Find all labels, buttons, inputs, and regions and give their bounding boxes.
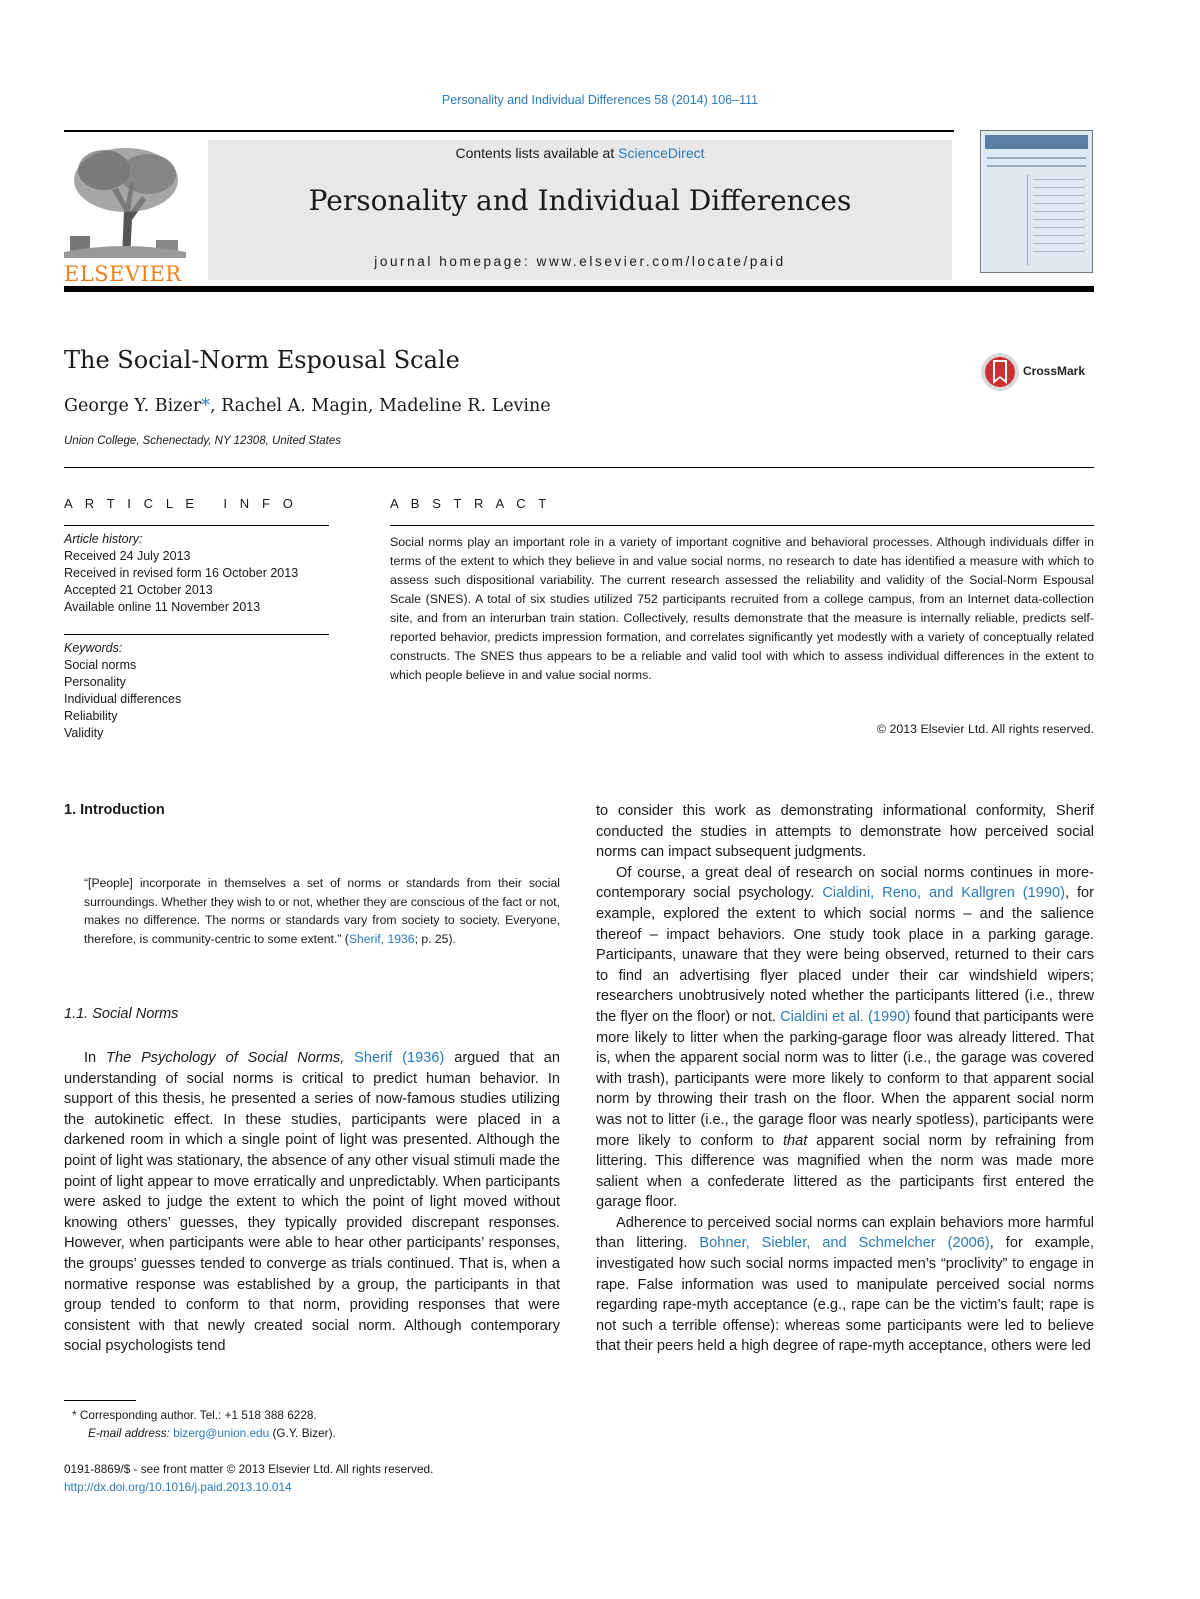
history-label: Article history: <box>64 532 143 546</box>
book-title: The Psychology of Social Norms, <box>106 1050 345 1066</box>
subsection-heading: 1.1. Social Norms <box>64 1006 179 1022</box>
other-authors: , Rachel A. Magin, Madeline R. Levine <box>209 396 551 416</box>
right-column-body <box>596 801 1094 1357</box>
text-run: , for example, explored the extent to which social norms – and the salience thereof – impact behaviors. One study took place in a parking garage. Participants, unaware that they were being observed, returned to their cars to find an advertising flyer placed under their car windshield wipers; researchers unobtrusively noted whether the participants littered (i.e., threw the flyer on the floor) or not. <box>596 885 1095 1025</box>
author-1: George Y. Bizer <box>64 396 202 416</box>
title-divider <box>64 467 1094 468</box>
footnote-rule <box>64 1400 136 1401</box>
journal-title: Personality and Individual Differences <box>308 184 852 217</box>
abstract-text: Social norms play an important role in a variety of important cognitive and behavioral processes. Although individuals differ in terms of the extent to which they believe in and value social norms, no research to date has identified a measure with which to assess such dispositional variability. The current research assessed the reliability and validity of the Social-Norm Espousal Scale (SNES). A total of six studies utilized 752 participants recruited from a college campus, from an Internet data-collection site, and from an interurban train station. Collectively, results demonstrate that the measure is internally reliable, predicts self-reported behavior, predicts impression formation, and correlates significantly yet modestly with a variety of conceptually related constructs. The SNES thus appears to be a reliable and valid tool with which to assess individual differences in the extent to which people believe in and value social norms. <box>390 535 1094 682</box>
footnote-mark: * <box>72 1408 77 1422</box>
history-item: Received 24 July 2013 <box>64 549 191 563</box>
elsevier-tree-icon <box>64 140 186 258</box>
text-run: found that participants were more likely to litter when the parking-garage floor was already littered. That is, when the apparent social norm was to litter (i.e., the garage was covered with trash), participants were more likely to conform to that apparent social norm by throwing their trash on the floor. When the apparent social norm was not to litter (i.e., the garage floor was nearly spotless), participants were more likely to conform to <box>596 1008 1094 1149</box>
footnote-email <box>72 1424 560 1442</box>
continued-paragraph: to consider this work as demonstrating informational conformity, Sherif conducted the studies in attempts to demonstrate how perceived social norms can impact subsequent judgments. <box>596 803 1094 861</box>
keywords-label: Keywords: <box>64 641 123 655</box>
journal-cover-thumbnail <box>980 130 1093 273</box>
abstract-copyright: © 2013 Elsevier Ltd. All rights reserved. <box>876 722 1094 736</box>
crossmark-label: CrossMark <box>1023 364 1086 378</box>
text-run: argued that an understanding of social norms is critical to predict human behavior. In support of this thesis, he presented a series of now-famous studies utilizing the autokinetic effect. In these studies, participants were placed in a darkened room in which a single point of light was presented. Although the point of light was stationary, the absence of any other visual stimuli made the point of light appear to move erratically and unpredictably. When participants were asked to judge the extent to which the point of light moved without knowing others’ guesses, they typically provided discrepant responses. However, when participants were able to hear other participants’ responses, the groups’ guesses tended to converge as trials continued. That is, when a normative response was established by a group, the participants in that group tended to conform to that norm, providing responses that were consistent with that newly created social norm. Although contemporary social psychologists tend <box>64 1050 560 1355</box>
journal-banner <box>208 140 952 280</box>
text-run: In <box>84 1050 107 1066</box>
journal-reference[interactable]: Personality and Individual Differences 58 (2014) 106–111 <box>441 93 759 107</box>
elsevier-logo <box>64 140 186 286</box>
cialdini-1990-citation[interactable]: Cialdini, Reno, and Kallgren (1990) <box>822 885 1065 902</box>
text-run <box>344 1050 354 1066</box>
text-run: Adherence to perceived social norms can explain behaviors more harmful than littering. <box>596 1214 1094 1252</box>
page-footer <box>64 1460 664 1496</box>
keywords-rule <box>64 634 329 635</box>
epigraph-cite-open: ( <box>344 931 349 946</box>
keyword: Validity <box>64 726 104 740</box>
article-history <box>64 531 329 616</box>
keyword: Reliability <box>64 709 118 723</box>
intro-heading: 1. Introduction <box>64 802 165 818</box>
footnote-corresponding <box>72 1406 560 1424</box>
keyword: Individual differences <box>64 692 182 706</box>
history-item: Available online 11 November 2013 <box>64 600 261 614</box>
abstract-heading: A B S T R A C T <box>390 496 551 511</box>
footnote-corresponding-text: Corresponding author. Tel.: +1 518 388 6228. <box>79 1408 317 1422</box>
epigraph-text: “[People] incorporate in themselves a set of norms or standards from their social surroundings. Whether they wish to or not, whether they are conscious of the fact or not, makes no difference. The norms or standards vary from society to society. Everyone, therefore, is community-centric to some extent.” <box>84 876 560 946</box>
contents-line <box>208 145 952 161</box>
social-norms-paragraph <box>64 1048 560 1357</box>
crossmark-badge[interactable] <box>980 352 1094 392</box>
cialdini-paragraph <box>596 863 1094 1213</box>
article-info-rule <box>64 525 329 526</box>
emphasis: that <box>782 1132 808 1149</box>
sciencedirect-link[interactable]: ScienceDirect <box>618 145 705 161</box>
cialdini-et-al-citation[interactable]: Cialdini et al. (1990) <box>780 1008 911 1025</box>
sherif-1936-citation[interactable]: Sherif (1936) <box>354 1050 445 1066</box>
keywords-list <box>64 657 329 742</box>
affiliation: Union College, Schenectady, NY 12308, United States <box>64 435 342 447</box>
email-link[interactable]: bizerg@union.edu <box>173 1426 270 1440</box>
sherif-1936-ref[interactable]: Sherif, 1936 <box>348 931 415 946</box>
doi-link[interactable]: http://dx.doi.org/10.1016/j.paid.2013.10.014 <box>64 1480 292 1494</box>
history-item: Accepted 21 October 2013 <box>64 583 213 597</box>
elsevier-wordmark: ELSEVIER <box>64 262 182 286</box>
email-label: E-mail address: <box>88 1426 174 1440</box>
article-info-heading: A R T I C L E I N F O <box>64 496 298 511</box>
author-line <box>64 396 551 416</box>
corresponding-author-mark[interactable]: * <box>201 396 210 416</box>
epigraph-cite-close: ; p. 25). <box>414 931 456 946</box>
keyword: Personality <box>64 675 126 689</box>
article-title: The Social-Norm Espousal Scale <box>64 346 460 374</box>
history-item: Received in revised form 16 October 2013 <box>64 566 299 580</box>
header-top-rule <box>64 130 954 132</box>
email-suffix: (G.Y. Bizer). <box>269 1426 336 1440</box>
crossmark-icon <box>980 352 1020 392</box>
text-run: Of course, a great deal of research on social norms continues in more-contemporary social psychology. <box>596 864 1094 902</box>
bohner-2006-citation[interactable]: Bohner, Siebler, and Schmelcher (2006) <box>699 1235 990 1252</box>
keyword: Social norms <box>64 658 137 672</box>
keywords <box>64 640 329 742</box>
epigraph <box>84 874 560 948</box>
text-run: , for example, investigated how such social norms impacted men’s “proclivity” to engage in rape. False information was used to manipulate perceived social norms regarding rape-myth acceptance (e.g., rape can be the victim’s fault; rape is not such a terrible offense): whereas some participants were led to believe that their peers held a high degree of rape-myth acceptance, others were led <box>596 1235 1094 1355</box>
text-run: apparent social norm by refraining from littering. This difference was magnified when the norm was made more salient when a confederate littered as the participants first entered the garage floor. <box>596 1132 1094 1211</box>
bohner-paragraph <box>596 1213 1094 1357</box>
header-bottom-rule <box>64 286 1094 292</box>
issn-line: 0191-8869/$ - see front matter © 2013 Elsevier Ltd. All rights reserved. <box>64 1462 434 1476</box>
history-list <box>64 548 329 616</box>
journal-homepage[interactable]: journal homepage: www.elsevier.com/locate/paid <box>374 254 786 269</box>
contents-prefix: Contents lists available at <box>455 145 619 161</box>
abstract-rule <box>390 525 1094 526</box>
left-column-body <box>64 1048 560 1357</box>
footnote <box>72 1406 560 1442</box>
